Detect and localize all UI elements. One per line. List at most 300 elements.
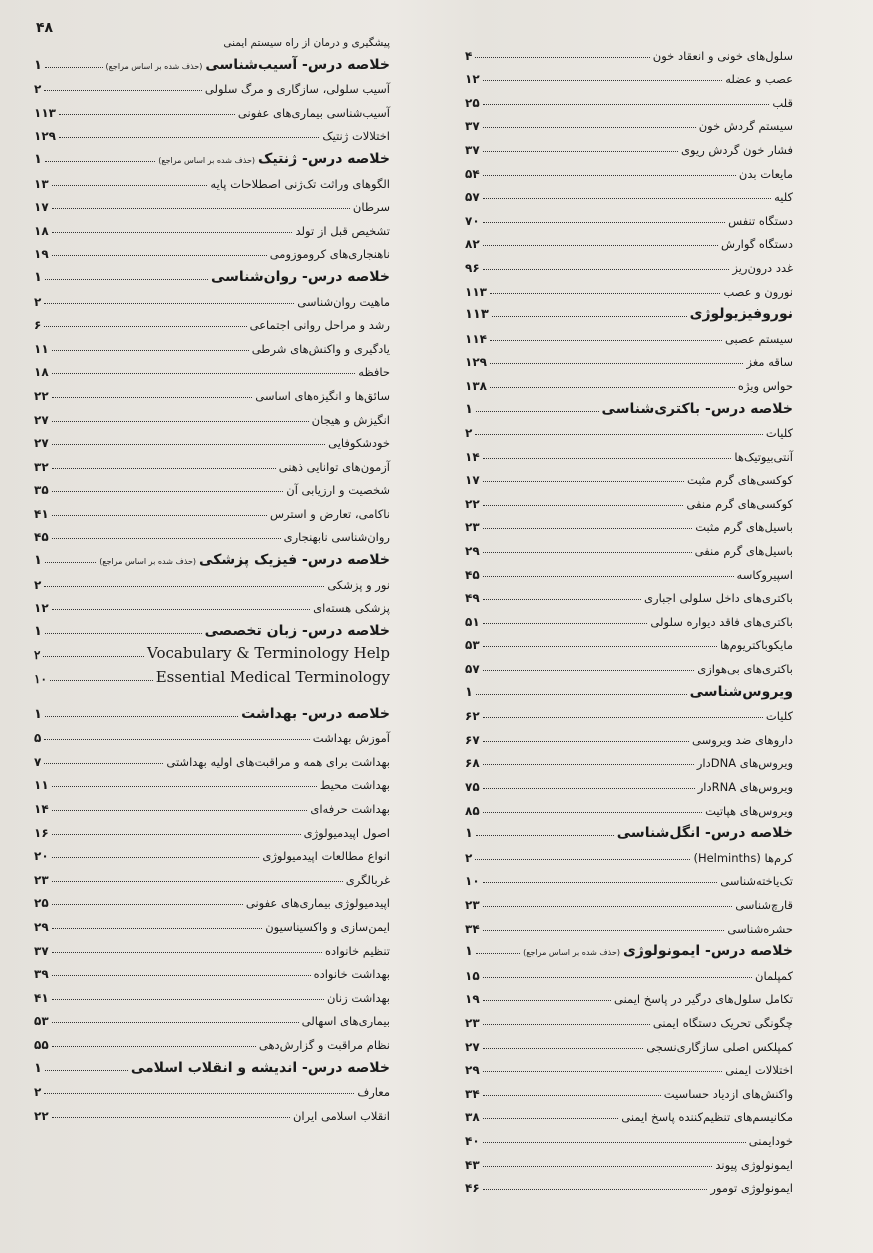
leader-dots	[45, 279, 208, 280]
toc-entry-title	[621, 1110, 793, 1124]
toc-section-header	[34, 143, 390, 167]
toc-entry	[465, 1006, 793, 1030]
toc-page-number: ۱	[34, 623, 42, 639]
toc-entry-text: اپیدمیولوژی بیماری‌های عفونی	[245, 896, 390, 911]
leader-dots	[52, 373, 356, 374]
toc-entry	[34, 356, 390, 380]
toc-entry-title	[270, 507, 390, 521]
leader-dots	[52, 952, 322, 953]
toc-entry	[34, 568, 390, 592]
leader-dots	[483, 222, 725, 223]
toc-entry-title	[353, 200, 390, 214]
toc-entry	[34, 910, 390, 934]
toc-entry	[465, 228, 793, 252]
leader-dots	[52, 232, 293, 233]
toc-column-right	[465, 39, 793, 1195]
leader-dots	[483, 245, 718, 246]
toc-entry	[34, 33, 390, 49]
toc-entry	[465, 464, 793, 488]
toc-page-number: ۱۱	[34, 341, 49, 356]
toc-page-number: ۴۳	[465, 1157, 480, 1172]
toc-entry	[465, 369, 793, 393]
toc-entry-text: پیشگیری و درمان از راه سیستم ایمنی	[223, 37, 390, 49]
toc-entry-text: مایکوباکتریوم‌ها	[720, 638, 793, 653]
toc-entry-title	[279, 460, 390, 474]
toc-entry-title	[653, 1016, 793, 1030]
toc-entry-title	[358, 365, 390, 379]
toc-entry-title	[715, 1158, 793, 1172]
toc-page-number: ۲۹	[465, 1063, 480, 1078]
toc-entry-title	[238, 106, 390, 120]
toc-entry	[465, 582, 793, 606]
toc-entry-text: نور و پزشکی	[327, 577, 390, 592]
toc-page-number: ۱	[465, 684, 473, 700]
toc-page-number: ۳۴	[465, 921, 480, 936]
toc-page-number: ۵۱	[465, 614, 480, 629]
toc-entry-text: مکانیسم‌های تنظیم‌کننده پاسخ ایمنی	[621, 1110, 793, 1125]
toc-entry-title	[357, 1085, 390, 1099]
toc-entry	[465, 1101, 793, 1125]
toc-entry-title	[210, 177, 390, 191]
toc-entry	[34, 191, 390, 215]
toc-page-number: ۴۹	[465, 591, 480, 606]
leader-dots	[52, 928, 263, 929]
toc-entry-text: نوروفیزیولوژی	[689, 306, 793, 323]
toc-page-number: ۶۸	[465, 756, 480, 771]
leader-dots	[492, 316, 687, 317]
toc-page-number: ۲۰	[34, 849, 49, 864]
toc-page-number: ۱۳۸	[465, 378, 487, 393]
toc-entry-text: خودشکوفایی	[328, 436, 390, 451]
toc-page-number: ۷۰	[465, 213, 480, 228]
toc-entry-text: آزمون‌های توانایی ذهنی	[278, 459, 390, 474]
leader-dots	[483, 552, 692, 553]
leader-dots	[483, 576, 734, 577]
toc-entry	[34, 981, 390, 1005]
toc-entry-text: ایمونولوژی تومور	[710, 1181, 793, 1196]
leader-dots	[52, 491, 284, 492]
toc-entry-title	[687, 473, 793, 487]
leader-dots	[475, 434, 763, 435]
toc-entry-text: انواع مطالعات اپیدمیولوژی	[262, 849, 390, 864]
toc-page-number: ۱۸	[34, 365, 49, 380]
toc-entry-text: Essential Medical Terminology	[155, 668, 390, 687]
toc-entry-title	[650, 615, 793, 629]
leader-dots	[44, 90, 202, 91]
toc-entry-text: تنظیم خانواده	[325, 943, 390, 958]
section-gap	[34, 686, 390, 698]
toc-entry	[465, 770, 793, 794]
toc-entry-title	[728, 214, 793, 228]
toc-entry-title	[725, 1063, 793, 1077]
toc-page-number: ۱	[34, 706, 42, 722]
toc-entry-text: ماهیت روان‌شناسی	[297, 294, 390, 309]
toc-entry	[465, 86, 793, 110]
toc-entry	[34, 521, 390, 545]
toc-entry	[465, 865, 793, 889]
toc-entry-title	[735, 898, 793, 912]
toc-entry-title	[720, 638, 793, 652]
toc-entry	[34, 934, 390, 958]
toc-page-number: ۱۴	[34, 802, 49, 816]
leader-dots	[45, 633, 202, 634]
toc-entry-text: کوکسی‌های گرم مثبت	[687, 473, 793, 488]
toc-entry-text: انگیزش و هیجان	[311, 412, 390, 427]
toc-entry-text: دستگاه گوارش	[721, 237, 793, 252]
leader-dots	[52, 1117, 290, 1118]
toc-page-number: ۳۹	[34, 967, 49, 982]
leader-dots	[52, 208, 350, 209]
leader-dots	[59, 114, 235, 115]
toc-entry-text: خلاصه درس- بهداشت	[241, 705, 390, 722]
toc-entry-title	[106, 57, 390, 73]
toc-entry-text: آموزش بهداشت	[312, 731, 390, 746]
toc-entry-title	[302, 1014, 390, 1028]
toc-entry	[465, 912, 793, 936]
leader-dots	[490, 363, 744, 364]
toc-entry-text: ناهنجاری‌های کروموزومی	[269, 247, 390, 262]
toc-entry-text: سیستم عصبی	[724, 331, 793, 346]
toc-entry-title	[739, 167, 793, 181]
toc-entry	[34, 769, 390, 793]
toc-entry	[465, 1054, 793, 1078]
toc-entry-text: بهداشت زنان	[326, 990, 390, 1005]
toc-entry-text: ویروس‌های DNAدار	[696, 756, 793, 771]
toc-page-number: ۳۵	[34, 483, 49, 498]
toc-entry-title	[156, 668, 390, 686]
leader-dots	[59, 137, 319, 138]
leader-dots	[490, 387, 735, 388]
toc-entry	[465, 652, 793, 676]
toc-page-number: ۱	[465, 401, 473, 417]
toc-entry-text: خلاصه درس- فیزیک پزشکی	[199, 552, 390, 569]
toc-entry-text: خلاصه درس- زبان تخصصی	[204, 622, 390, 639]
toc-entry-title	[698, 780, 793, 794]
toc-entry-text: ویروس‌شناسی	[689, 683, 793, 700]
toc-entry-text: واکنش‌های ازدیاد حساسیت	[663, 1086, 793, 1101]
toc-page-number: ۱۷	[34, 200, 49, 215]
leader-dots	[44, 586, 324, 587]
toc-entry	[34, 214, 390, 238]
toc-page-number: ۲	[34, 294, 42, 309]
toc-entry	[465, 983, 793, 1007]
toc-page-number: ۸۲	[465, 237, 480, 252]
toc-page-number: ۶	[34, 318, 42, 333]
toc-page-number: ۱	[465, 944, 473, 960]
toc-entry-title	[721, 237, 793, 251]
toc-page-number: ۱	[34, 151, 42, 167]
toc-page-number: ۱۷	[465, 473, 480, 488]
toc-entry	[465, 63, 793, 87]
toc-entry-title	[725, 332, 793, 346]
toc-entry-title	[710, 1181, 793, 1195]
toc-entry-title	[312, 413, 390, 427]
toc-entry-text: خلاصه درس- روان‌شناسی	[210, 268, 390, 285]
toc-page-number: ۳۷	[465, 142, 480, 157]
toc-entry-text: کرم‌ها (Helminths)	[693, 850, 793, 865]
toc-page-number: ۶۷	[465, 732, 480, 747]
toc-entry-title	[602, 401, 793, 417]
toc-entry	[465, 629, 793, 653]
leader-dots	[483, 764, 694, 765]
toc-entry-title	[681, 143, 793, 157]
toc-page-number: ۳۷	[465, 119, 480, 134]
toc-entry-title	[284, 530, 390, 544]
toc-page-number: ۱	[34, 57, 42, 73]
toc-page-number: ۲۷	[34, 436, 49, 451]
toc-entry-text: داروهای ضد ویروسی	[692, 732, 793, 747]
toc-entry-text: شخصیت و ارزیابی آن	[286, 483, 390, 498]
toc-entry-text: تک‌یاخته‌شناسی	[720, 874, 793, 889]
toc-entry	[465, 487, 793, 511]
toc-entry	[465, 747, 793, 771]
leader-dots	[44, 763, 163, 764]
toc-section-header	[34, 615, 390, 639]
toc-entry-title	[653, 49, 793, 63]
toc-section-header	[34, 698, 390, 722]
toc-page-number: ۵	[34, 731, 42, 746]
toc-page-number: ۲	[465, 850, 473, 865]
toc-entry-text: نورون و عصب	[723, 284, 793, 299]
leader-dots	[483, 1166, 713, 1167]
toc-entry	[465, 959, 793, 983]
toc-entry-text: بهداشت برای همه و مراقبت‌های اولیه بهداشتی	[166, 754, 390, 769]
toc-page-number: ۵۳	[34, 1014, 49, 1029]
toc-entry	[34, 497, 390, 521]
toc-page-number: ۱۲۹	[465, 355, 487, 370]
toc-entry-text: کلیات	[765, 709, 793, 724]
leader-dots	[475, 57, 649, 58]
toc-entry-title	[692, 733, 793, 747]
leader-dots	[45, 562, 96, 563]
toc-entry-title	[259, 1038, 390, 1052]
toc-entry	[465, 511, 793, 535]
toc-page-number: ۲	[34, 648, 41, 663]
toc-entry-text: مایعات بدن	[738, 166, 793, 181]
toc-page-number: ۳۲	[34, 459, 49, 474]
toc-entry-text: بهداشت حرفه‌ای	[310, 802, 390, 816]
toc-entry-title	[241, 706, 390, 722]
leader-dots	[483, 104, 770, 105]
toc-entry-text: باکتری‌های داخل سلولی اجباری	[644, 591, 793, 606]
toc-page-number: ۲	[465, 426, 473, 441]
toc-entry-text: ویروس‌های هپاتیت	[705, 803, 793, 818]
toc-entry	[34, 792, 390, 816]
toc-entry-title	[322, 129, 390, 143]
toc-entry	[34, 722, 390, 746]
toc-entry-title	[755, 969, 793, 983]
toc-entry-text: تشخیص قبل از تولد	[295, 223, 390, 238]
toc-entry	[465, 1172, 793, 1196]
toc-entry-text: بیماری‌های اسهالی	[301, 1014, 390, 1029]
leader-dots	[483, 458, 732, 459]
toc-entry	[34, 120, 390, 144]
toc-entry-title	[211, 269, 390, 285]
toc-entry	[465, 558, 793, 582]
toc-entry-title	[697, 662, 793, 676]
toc-entry-title	[262, 849, 390, 863]
toc-entry-title	[147, 644, 390, 662]
leader-dots	[52, 810, 308, 811]
leader-dots	[483, 1024, 650, 1025]
toc-entry	[34, 1005, 390, 1029]
leader-dots	[483, 741, 689, 742]
toc-entry-text: رشد و مراحل روانی اجتماعی	[249, 318, 390, 333]
toc-entry-text: ناکامی، تعارض و استرس	[269, 506, 390, 521]
toc-entry-text: باسیل‌های گرم مثبت	[695, 520, 793, 535]
toc-section-header	[465, 818, 793, 842]
toc-entry-text: ایمن‌سازی و واکسیناسیون	[265, 919, 390, 934]
toc-entry-title	[723, 285, 793, 299]
toc-entry	[34, 816, 390, 840]
toc-entry	[465, 1030, 793, 1054]
toc-entry-title	[725, 72, 793, 86]
leader-dots	[475, 859, 690, 860]
toc-page-number: ۲۲	[465, 496, 480, 511]
toc-entry-note: (حذف شده بر اساس مراجع)	[99, 557, 197, 567]
toc-entry-title	[313, 731, 390, 745]
toc-page-number: ۲۳	[34, 872, 49, 887]
leader-dots	[52, 421, 309, 422]
toc-page-number: ۲۷	[465, 1039, 480, 1054]
leader-dots	[483, 151, 678, 152]
leader-dots	[483, 812, 702, 813]
toc-section-header	[465, 936, 793, 960]
toc-entry	[34, 167, 390, 191]
toc-entry-text: اسپیروکاسه	[736, 567, 793, 582]
toc-entry	[34, 592, 390, 616]
toc-entry-title	[131, 1060, 390, 1076]
toc-page-number: ۱۲۹	[34, 129, 56, 144]
toc-entry-title	[737, 568, 793, 582]
leader-dots	[52, 538, 281, 539]
toc-entry-title	[250, 318, 390, 332]
leader-dots	[483, 788, 695, 789]
leader-dots	[483, 1095, 661, 1096]
toc-page-number: ۴۰	[465, 1133, 480, 1148]
leader-dots	[45, 1070, 128, 1071]
toc-entry-title	[774, 190, 793, 204]
toc-page-number: ۱۹	[465, 992, 480, 1007]
leader-dots	[476, 411, 599, 412]
toc-entry	[465, 275, 793, 299]
leader-dots	[483, 906, 733, 907]
toc-entry-text: ویروس‌های RNAدار	[697, 780, 793, 794]
toc-page-number: ۸۵	[465, 803, 480, 818]
toc-entry-text: چگونگی تحریک دستگاه ایمنی	[652, 1015, 793, 1030]
toc-entry-note: (حذف شده بر اساس مراجع)	[105, 61, 203, 71]
toc-entry-text: خلاصه درس- ژنتیک	[258, 150, 390, 167]
toc-page-number: ۳۷	[34, 943, 49, 958]
toc-entry	[34, 73, 390, 97]
toc-entry-text: قلب	[772, 95, 793, 110]
toc-entry-title	[690, 306, 793, 322]
toc-entry-title	[705, 804, 793, 818]
toc-entry-title	[158, 151, 390, 167]
toc-entry-text: حافظه	[358, 365, 390, 380]
toc-page-number: ۴۵	[465, 567, 480, 582]
toc-entry-text: غربالگری	[345, 872, 390, 887]
toc-entry-title	[304, 826, 390, 840]
toc-entry-title	[523, 943, 793, 959]
toc-entry-text: باکتری‌های بی‌هوازی	[697, 662, 793, 677]
toc-entry-note: (حذف شده بر اساس مراجع)	[158, 155, 256, 165]
toc-entry-text: خلاصه درس- ایمونولوژی	[622, 943, 793, 960]
toc-entry-title	[314, 967, 390, 981]
toc-entry-text: حواس ویژه	[737, 378, 793, 393]
toc-page-number: ۴	[465, 48, 473, 63]
toc-entry-title	[732, 261, 793, 275]
leader-dots	[483, 1071, 723, 1072]
toc-page-number: ۱۱۳	[465, 284, 487, 299]
toc-page-number: ۱۴	[465, 449, 480, 464]
leader-dots	[483, 481, 684, 482]
toc-entry-text: نظام مراقبت و گزارش‌دهی	[258, 1037, 390, 1052]
leader-dots	[52, 834, 301, 835]
toc-page-number: ۵۴	[465, 166, 480, 181]
toc-entry-title	[766, 709, 793, 723]
toc-entry-title	[295, 224, 390, 238]
toc-entry-title	[346, 873, 390, 887]
toc-page-number: ۲۲	[34, 1108, 49, 1123]
leader-dots	[44, 326, 246, 327]
toc-entry	[465, 1124, 793, 1148]
toc-entry-text: انقلاب اسلامی ایران	[292, 1108, 390, 1123]
toc-entry-title	[738, 379, 793, 393]
toc-entry-text: خلاصه درس- آسیب‌شناسی	[205, 56, 390, 73]
toc-entry	[465, 110, 793, 134]
toc-entry	[465, 723, 793, 747]
leader-dots	[52, 255, 267, 256]
toc-entry	[465, 181, 793, 205]
toc-entry	[465, 440, 793, 464]
toc-entry	[465, 322, 793, 346]
toc-page-number: ۲	[34, 82, 42, 97]
toc-page-number: ۳۴	[465, 1086, 480, 1101]
toc-entry-title	[664, 1087, 793, 1101]
toc-entry-text: باسیل‌های گرم منفی	[694, 544, 793, 559]
leader-dots	[476, 694, 687, 695]
leader-dots	[44, 1093, 354, 1094]
toc-entry-text: کلیات	[765, 426, 793, 441]
leader-dots	[483, 269, 730, 270]
toc-entry-title	[328, 436, 390, 450]
toc-entry-title	[205, 82, 390, 96]
toc-entry-text: خلاصه درس- اندیشه و انقلاب اسلامی	[130, 1059, 390, 1076]
toc-section-header	[34, 1052, 390, 1076]
toc-entry-title	[252, 342, 390, 356]
toc-page-number: ۱۰	[34, 672, 47, 687]
leader-dots	[483, 1000, 611, 1001]
leader-dots	[43, 656, 144, 657]
toc-entry-title	[223, 37, 390, 49]
leader-dots	[483, 1189, 708, 1190]
toc-page-number: ۱۰	[465, 874, 480, 889]
leader-dots	[52, 444, 325, 445]
toc-entry	[465, 251, 793, 275]
toc-page-number: ۱	[465, 826, 473, 842]
leader-dots	[483, 930, 725, 931]
toc-page-number: ۱۳	[34, 176, 49, 191]
toc-entry-title	[325, 944, 390, 958]
toc-page-number: ۲۲	[34, 388, 49, 403]
toc-entry-title	[697, 756, 793, 770]
toc-entry	[465, 133, 793, 157]
toc-entry	[34, 863, 390, 887]
toc-page-number: ۱۲	[465, 72, 480, 87]
leader-dots	[483, 198, 771, 199]
toc-entry	[465, 841, 793, 865]
